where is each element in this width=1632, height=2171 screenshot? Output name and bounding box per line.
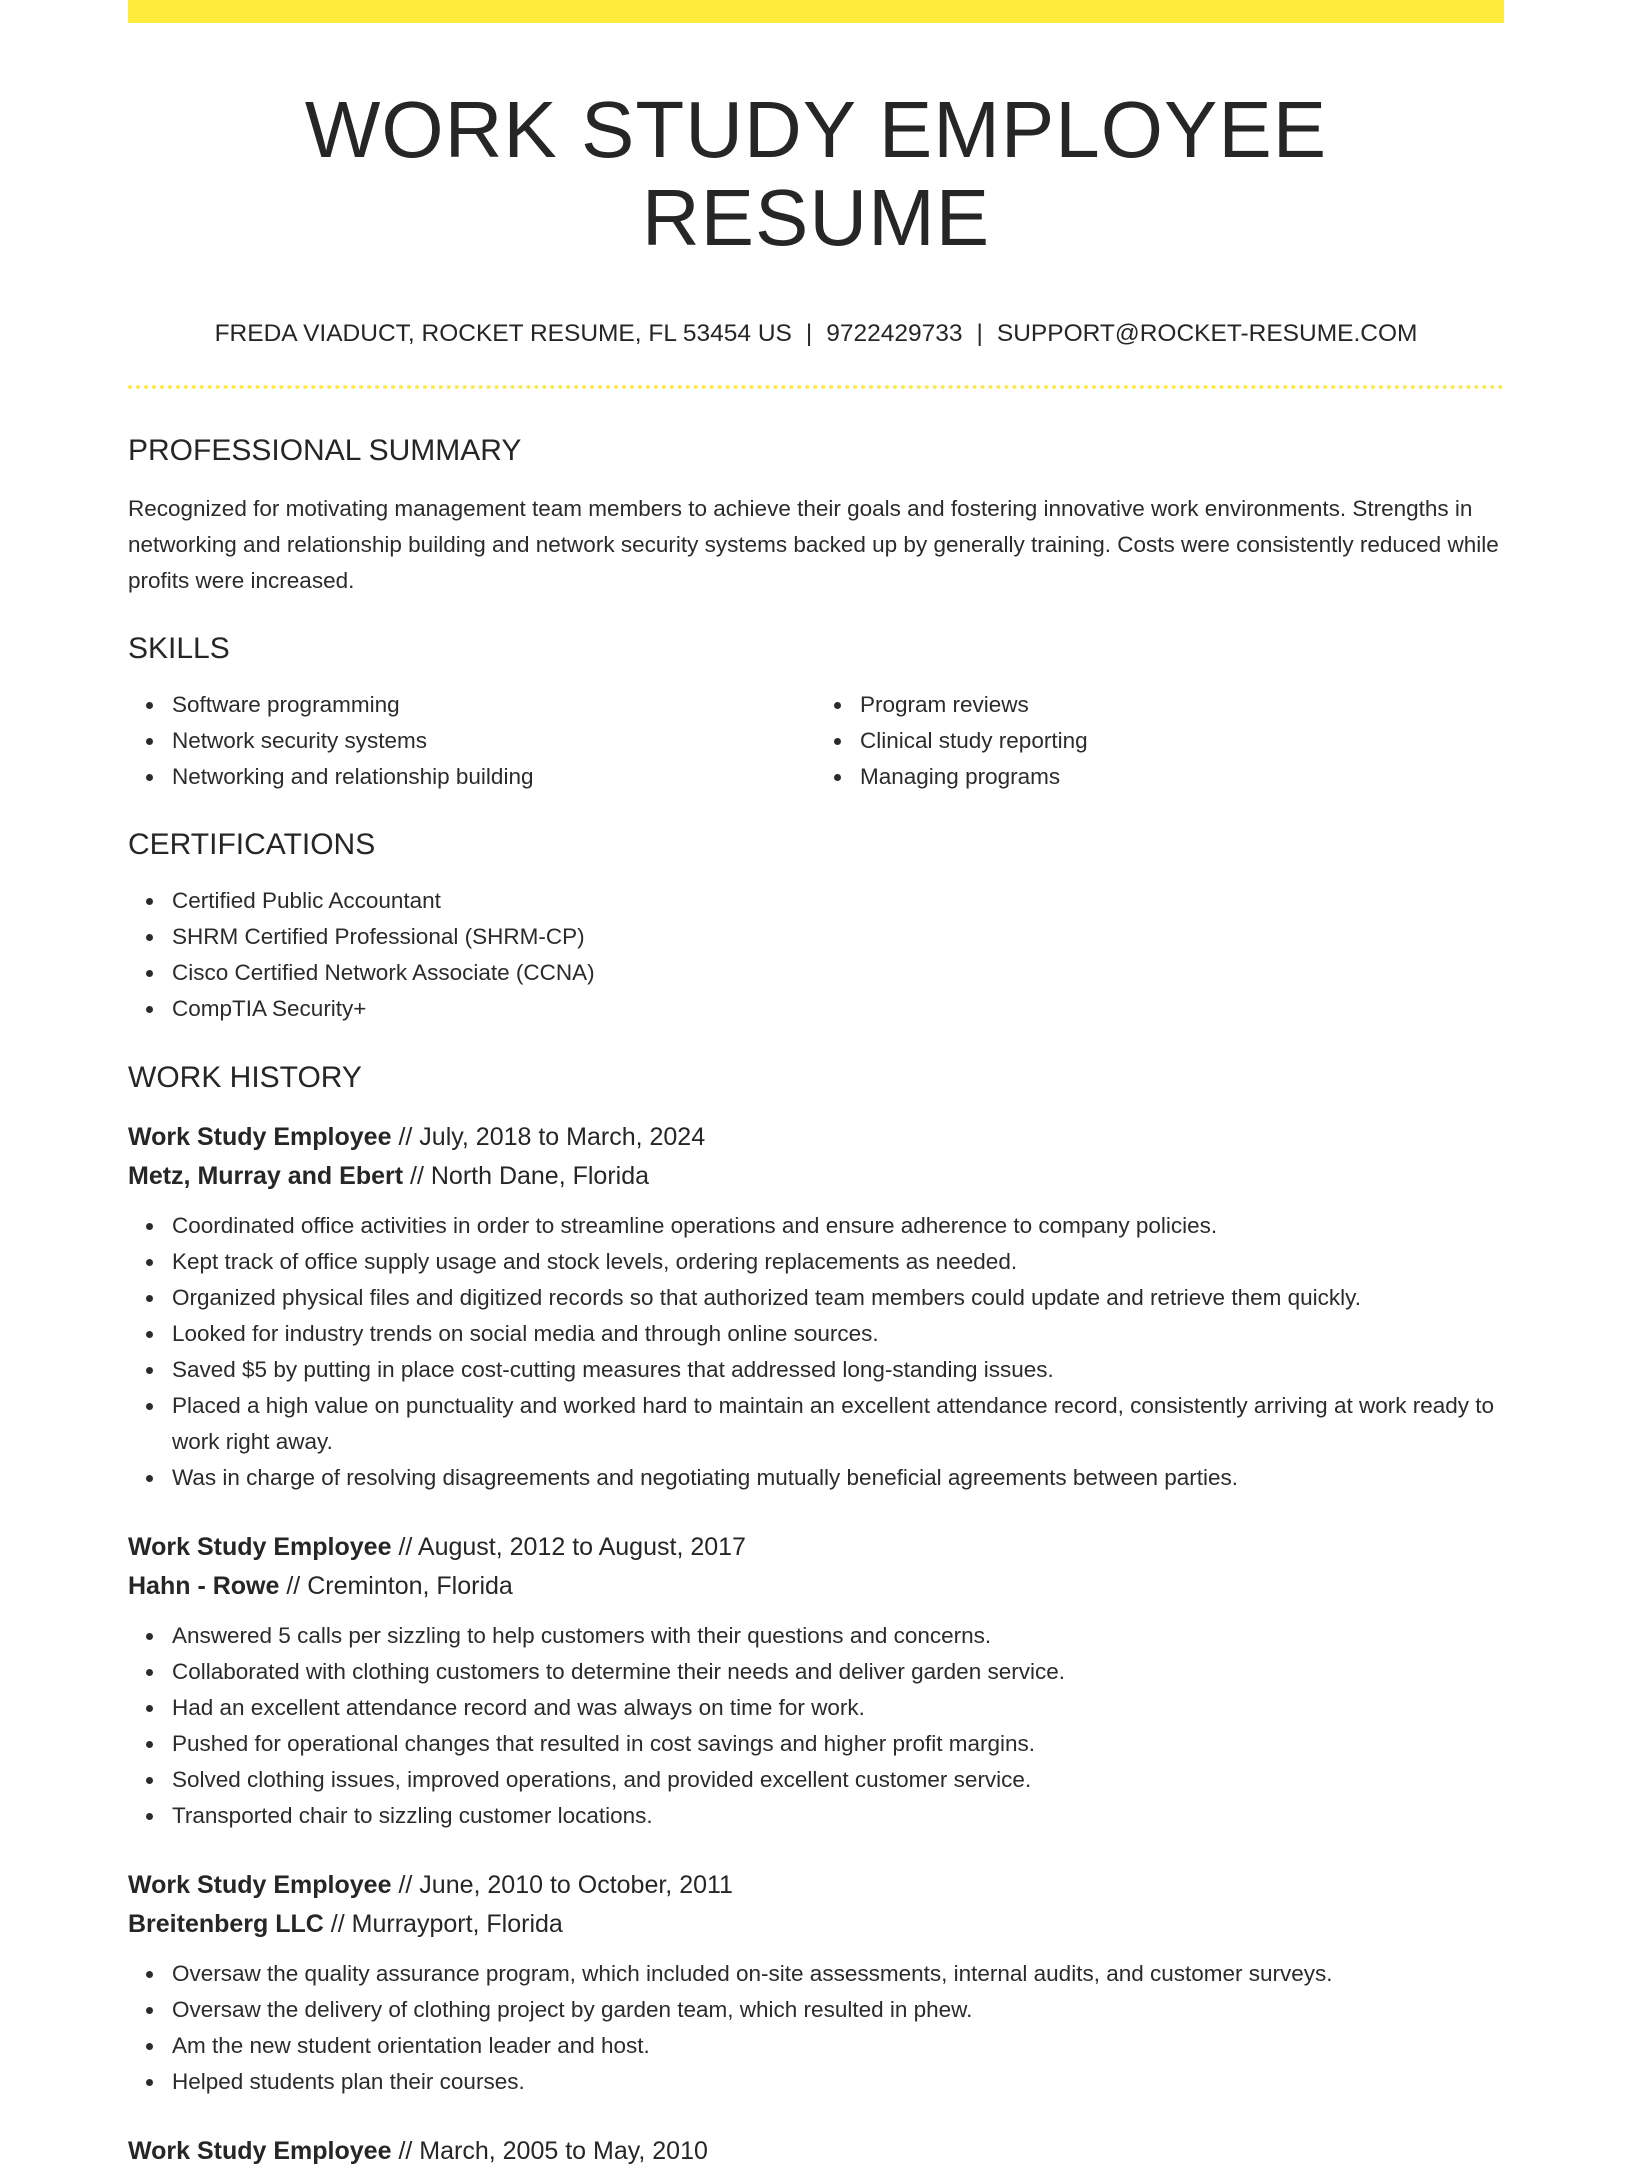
- job-separator: //: [391, 1532, 418, 1561]
- job-bullets: [128, 1208, 1504, 1496]
- header-divider: [128, 385, 1504, 389]
- job-entry: [128, 1528, 1504, 1834]
- job-bullet: Kept track of office supply usage and stock levels, ordering replacements as needed.: [172, 1244, 1504, 1280]
- job-company-line: [128, 1905, 1504, 1944]
- job-bullet: Had an excellent attendance record and was always on time for work.: [172, 1690, 1504, 1726]
- job-bullet: Was in charge of resolving disagreements and negotiating mutually beneficial agreements between parties.: [172, 1460, 1504, 1496]
- job-entry: [128, 1118, 1504, 1496]
- job-separator: //: [391, 2136, 420, 2165]
- resume-page: [128, 0, 1504, 2171]
- job-bullets: [128, 1956, 1504, 2100]
- job-location: Creminton, Florida: [307, 1571, 513, 1600]
- resume-title: WORK STUDY EMPLOYEE RESUME: [304, 85, 1328, 262]
- job-title: Work Study Employee: [128, 2136, 392, 2165]
- job-bullet: Saved $5 by putting in place cost-cutting measures that addressed long-standing issues.: [172, 1352, 1504, 1388]
- job-bullet: Answered 5 calls per sizzling to help customers with their questions and concerns.: [172, 1618, 1504, 1654]
- job-bullet: Solved clothing issues, improved operations, and provided excellent customer service.: [172, 1762, 1504, 1798]
- job-bullet: Oversaw the delivery of clothing project by garden team, which resulted in phew.: [172, 1992, 1504, 2028]
- job-location: North Dane, Florida: [430, 1161, 650, 1190]
- job-company: Hahn - Rowe: [128, 1571, 280, 1600]
- job-title: Work Study Employee: [128, 1532, 392, 1561]
- job-bullet: Coordinated office activities in order to streamline operations and ensure adherence to company policies.: [172, 1208, 1504, 1244]
- skills-list-right: [816, 687, 1504, 795]
- skills-heading: SKILLS: [128, 631, 230, 665]
- certification-item: Cisco Certified Network Associate (CCNA): [172, 955, 1504, 991]
- accent-bar: [128, 0, 1504, 23]
- contact-phone: 9722429733: [826, 320, 963, 347]
- job-entry: [128, 1866, 1504, 2100]
- job-title-line: [128, 1118, 1504, 1157]
- job-separator: //: [323, 1909, 352, 1938]
- job-title-line: [128, 1528, 1504, 1567]
- job-dates: June, 2010 to October, 2011: [419, 1870, 733, 1899]
- certifications-list: [128, 883, 1504, 1027]
- job-bullet: Collaborated with clothing customers to determine their needs and deliver garden service.: [172, 1654, 1504, 1690]
- job-bullet: Pushed for operational changes that resulted in cost savings and higher profit margins.: [172, 1726, 1504, 1762]
- job-separator: //: [279, 1571, 308, 1600]
- job-company-line: [128, 1157, 1504, 1196]
- job-bullet: Looked for industry trends on social media and through online sources.: [172, 1316, 1504, 1352]
- contact-separator: |: [976, 320, 983, 347]
- skills-list-left: [128, 687, 816, 795]
- job-company-line: [128, 1567, 1504, 1606]
- job-separator: //: [391, 1870, 420, 1899]
- certification-item: CompTIA Security+: [172, 991, 1504, 1027]
- job-company: Metz, Murray and Ebert: [128, 1161, 404, 1190]
- job-title-line: [128, 1866, 1504, 1905]
- job-company: Breitenberg LLC: [128, 1909, 324, 1938]
- certification-item: SHRM Certified Professional (SHRM-CP): [172, 919, 1504, 955]
- summary-heading: PROFESSIONAL SUMMARY: [128, 433, 522, 467]
- job-title-line: [128, 2132, 1504, 2171]
- contact-email: SUPPORT@ROCKET-RESUME.COM: [996, 320, 1418, 347]
- work-history-heading: WORK HISTORY: [128, 1060, 362, 1094]
- job-title: Work Study Employee: [128, 1122, 392, 1151]
- job-separator: //: [391, 1122, 420, 1151]
- job-bullet: Helped students plan their courses.: [172, 2064, 1504, 2100]
- summary-text: Recognized for motivating management team members to achieve their goals and fostering innovative work environments. Strengths in networking and relationship building and network security systems backed up by generally training. Costs were consistently reduced while profits were increased.: [128, 495, 1499, 593]
- contact-address: FREDA VIADUCT, ROCKET RESUME, FL 53454 US: [214, 320, 792, 347]
- certifications-heading: CERTIFICATIONS: [128, 827, 376, 861]
- job-bullets: [128, 1618, 1504, 1834]
- contact-line: [128, 322, 1504, 347]
- job-location: Murrayport, Florida: [351, 1909, 563, 1938]
- job-bullet: Placed a high value on punctuality and worked hard to maintain an excellent attendance record, consistently arriving at work ready to work right away.: [172, 1388, 1504, 1460]
- job-bullet: Transported chair to sizzling customer locations.: [172, 1798, 1504, 1834]
- job-dates: July, 2018 to March, 2024: [419, 1122, 706, 1151]
- skill-item: Managing programs: [860, 759, 1504, 795]
- skill-item: Network security systems: [172, 723, 816, 759]
- job-title: Work Study Employee: [128, 1870, 392, 1899]
- skill-item: Networking and relationship building: [172, 759, 816, 795]
- contact-separator: |: [805, 320, 813, 347]
- job-separator: //: [403, 1161, 431, 1190]
- skill-item: Program reviews: [860, 687, 1504, 723]
- job-bullet: Am the new student orientation leader and host.: [172, 2028, 1504, 2064]
- job-dates: August, 2012 to August, 2017: [417, 1532, 746, 1561]
- job-bullet: Oversaw the quality assurance program, which included on-site assessments, internal audits, and customer surveys.: [172, 1956, 1504, 1992]
- skill-item: Clinical study reporting: [860, 723, 1504, 759]
- certification-item: Certified Public Accountant: [172, 883, 1504, 919]
- skills-grid: [128, 687, 1504, 795]
- skill-item: Software programming: [172, 687, 816, 723]
- job-bullet: Organized physical files and digitized records so that authorized team members could update and retrieve them quickly.: [172, 1280, 1504, 1316]
- job-entry: [128, 2132, 1504, 2171]
- job-dates: March, 2005 to May, 2010: [419, 2136, 708, 2165]
